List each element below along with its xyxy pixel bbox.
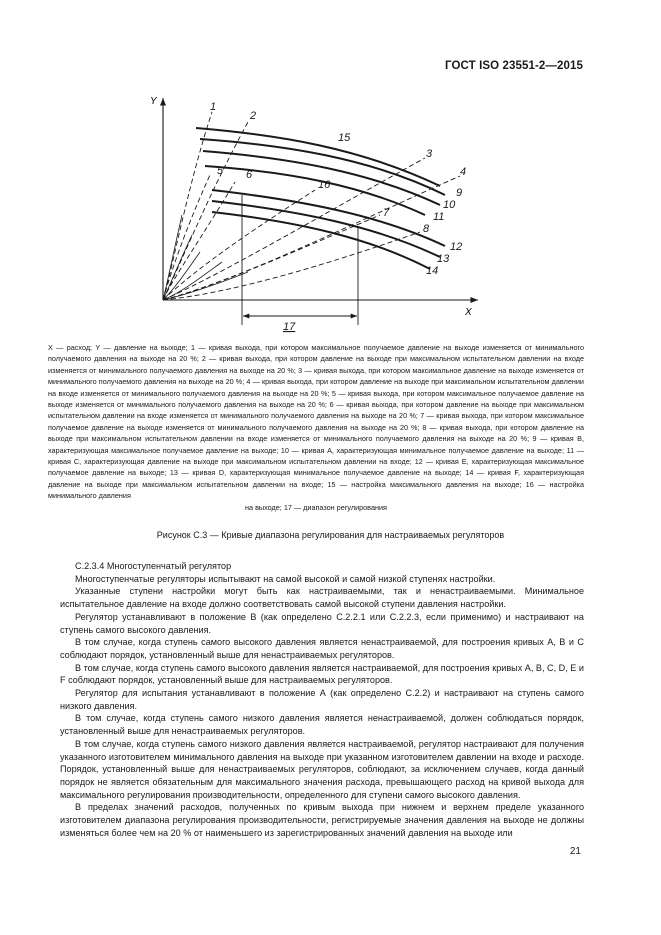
label-9: 9 bbox=[456, 187, 463, 199]
figure-caption: Рисунок С.3 — Кривые диапазона регулирования для настраиваемых регуляторов bbox=[156, 530, 505, 540]
label-11: 11 bbox=[433, 211, 445, 223]
paragraph: Указанные ступени настройки могут быть как настраиваемыми, так и ненастраиваемыми. Минимальное испытательное давление на входе должно соответствовать самой высокой ступени давления настройки. bbox=[60, 586, 584, 610]
curve-3 bbox=[163, 158, 425, 300]
section-heading: С.2.3.4 Многоступенчатый регулятор bbox=[75, 561, 232, 571]
label-17: 17 bbox=[283, 321, 296, 333]
x-axis-label: X bbox=[465, 307, 472, 318]
paragraph: В том случае, когда ступень самого высокого давления является настраиваемой, для построения кривых А, В, С, D, Е и F соблюдают порядок, установленный выше для настраиваемых регуляторов. bbox=[60, 662, 584, 686]
paragraph: Регулятор для испытания устанавливают в положение А (как определено С.2.2) и настраивают на ступень самого низкого давления. bbox=[60, 688, 584, 711]
legend-last-line: на выходе; 17 — диапазон регулирования bbox=[245, 502, 387, 512]
label-14: 14 bbox=[426, 265, 439, 277]
paragraph: В пределах значений расходов, полученных по кривым выхода при нижнем и верхнем пределе указанного изготовителем диапазона регулирования производительности, регистрируемые значения давления на выходе не должны изменяться более чем на 20 % от наименьшего из зарегистрированных значений давления на выходе или bbox=[60, 802, 584, 838]
paragraph: В том случае, когда ступень самого низкого давления является ненастраиваемой, должен соблюдаться порядок, установленный выше для ненастраиваемых регуляторов. bbox=[60, 713, 584, 737]
curve-rise-b bbox=[163, 235, 192, 300]
curve-5 bbox=[163, 175, 210, 300]
curve-7 bbox=[163, 215, 380, 300]
label-10: 10 bbox=[443, 199, 456, 211]
label-12: 12 bbox=[450, 241, 463, 253]
curve-2 bbox=[163, 122, 248, 300]
label-16: 16 bbox=[318, 179, 331, 191]
label-3: 3 bbox=[426, 148, 433, 160]
paragraph: Регулятор устанавливают в положение В (как определено С.2.2.1 или С.2.2.3, если применимо) и настраивают на ступень самого высокого давления. bbox=[60, 611, 584, 635]
label-8: 8 bbox=[423, 223, 430, 235]
regulation-range-figure bbox=[0, 0, 661, 340]
body-text bbox=[60, 560, 584, 839]
y-axis-label: Y bbox=[150, 96, 157, 107]
paragraph: В том случае, когда ступень самого низкого давления является настраиваемой, регулятор настраивают для получения указанного изготовителем минимального давления на выходе при указанном изготовителем давлении на входе и расходе. Порядок, установленный выше для ненастраиваемых регуляторов, соблюдают, за исключением случаев, когда данный порядок не является обязательным для максимального значения расхода, превышающего расход на кривой выхода для максимального регулирования производительности, определенного для ступени самого высокого давления. bbox=[60, 738, 584, 800]
label-5: 5 bbox=[217, 165, 224, 177]
label-4: 4 bbox=[460, 166, 467, 178]
document-header: ГОСТ ISO 23551-2—2015 bbox=[445, 60, 583, 72]
page-number: 21 bbox=[569, 846, 581, 857]
label-6: 6 bbox=[246, 169, 253, 181]
label-13: 13 bbox=[437, 253, 450, 265]
legend-text: X — расход; Y — давление на выходе; 1 — кривая выхода, при котором максимальное получаемое давление на выходе изменяется от минимального получаемого давления на выходе на 20 %; 2 — кривая выхода, при котором давление на выходе при максимальном испытательном давлении на входе изменяется от минимального получаемого давления на выходе на 20 %; 3 — кривая выхода, при котором максимальное давление на выходе изменяется от минимального получаемого давления на выходе на 20 %; 4 — кривая выхода, при котором давление на выходе при максимальном испытательном давлении на входе изменяется от минимального получаемого давления на выходе на 20 %; 5 — кривая выхода, при котором максимальное получаемое давление на выходе изменяется от минимального получаемого давления на выходе на 20 %; 6 — кривая выхода, при котором давление на выходе при максимальном испытательном давлении на входе изменяется от минимального получаемого давления на выходе на 20 %; 7 — кривая выхода, при котором максимальное получаемое давление на выходе изменяется от минимального получаемого давления на выходе на 20 %; 8 — кривая выхода, при котором давление на выходе при максимальном испытательном давлении на входе изменяется от минимального получаемого давления на выходе на 20 %; 9 — кривая B, характеризующая максимальное получаемое давление на выходе; 10 — кривая A, характеризующая минимальное получаемое давление на выходе; 11 — кривая C, характеризующая давление на выходе при максимальном испытательном давлении на входе; 12 — кривая E, характеризующая максимальное получаемое давление на выходе; 13 — кривая D, характеризующая минимальное получаемое давление на выходе; 14 — кривая F, характеризующая давление на выходе при максимальном испытательном давлении на входе; 15 — настройка максимального давления на выходе; 16 — настройка минимального давления bbox=[48, 343, 584, 501]
curve-rise-a bbox=[163, 215, 182, 300]
curve-8 bbox=[163, 232, 420, 300]
label-7: 7 bbox=[383, 207, 390, 219]
label-2: 2 bbox=[250, 110, 257, 122]
paragraph: В том случае, когда ступень самого высокого давления является ненастраиваемой, для построения кривых А, В и С соблюдают порядок, установленный выше для ненастраиваемых регуляторов. bbox=[60, 637, 584, 660]
label-1: 1 bbox=[210, 101, 217, 113]
label-15: 15 bbox=[338, 132, 351, 144]
paragraph: Многоступенчатые регуляторы испытывают на самой высокой и самой низкой ступенях настройки. bbox=[75, 573, 496, 584]
figure-legend bbox=[48, 342, 584, 513]
